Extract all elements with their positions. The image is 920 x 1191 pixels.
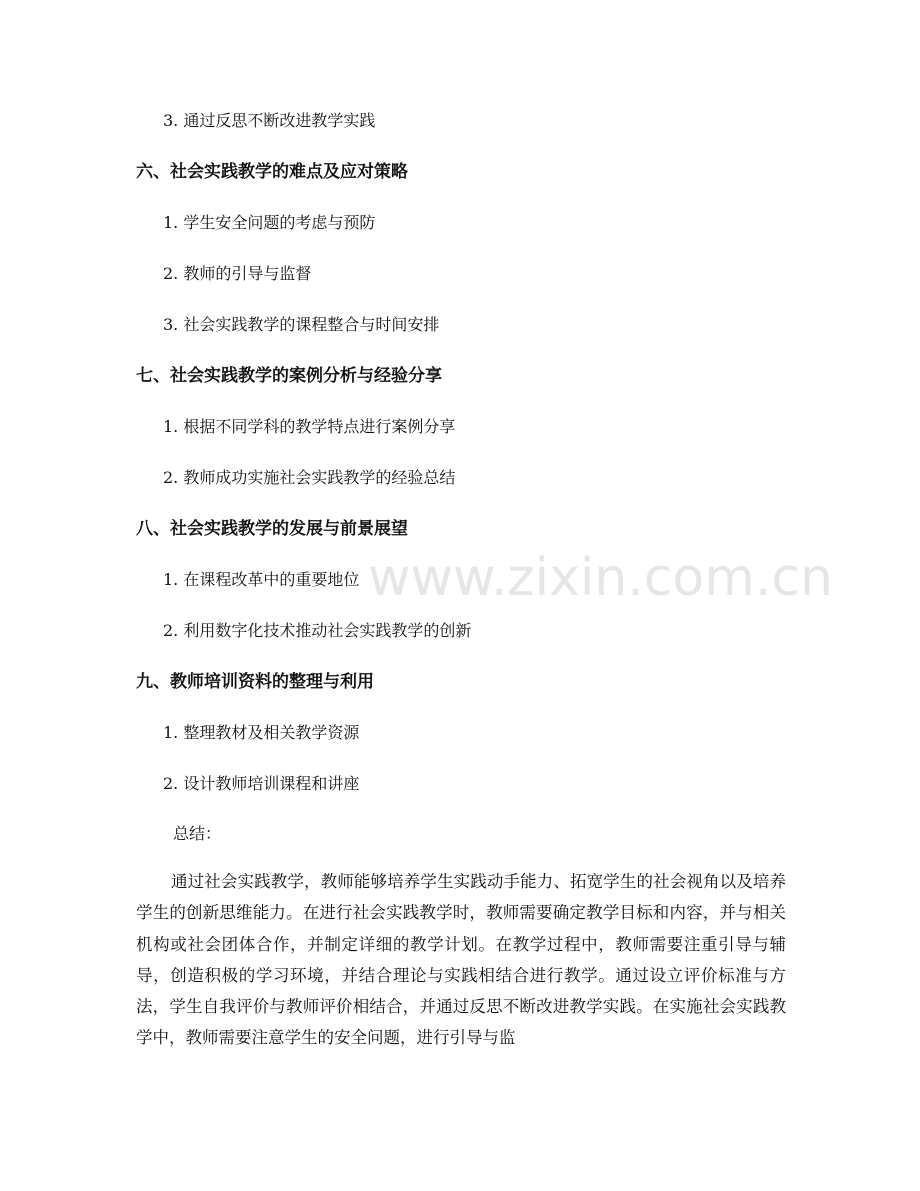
summary-label: 总结： (173, 824, 222, 843)
list-item: 1. 根据不同学科的教学特点进行案例分享 (163, 417, 456, 436)
section-heading-7: 七、社会实践教学的案例分析与经验分享 (136, 366, 442, 386)
list-item: 3. 社会实践教学的课程整合与时间安排 (163, 315, 440, 334)
list-item: 2. 教师成功实施社会实践教学的经验总结 (163, 468, 456, 487)
watermark: www.zixin.com.cn (368, 548, 833, 608)
section-heading-9: 九、教师培训资料的整理与利用 (136, 672, 374, 692)
summary-paragraph: 通过社会实践教学，教师能够培养学生实践动手能力、拓宽学生的社会视角以及培养学生的创新思维能力。在进行社会实践教学时，教师需要确定教学目标和内容，并与相关机构或社会团体合作，并制定详细的教学计划。在教学过程中，教师需要注重引导与辅导，创造积极的学习环境，并结合理论与实践相结合进行教学。通过设立评价标准与方法，学生自我评价与教师评价相结合，并通过反思不断改进教学实践。在实施社会实践教学中，教师需要注意学生的安全问题，进行引导与监 (136, 872, 786, 1048)
list-item: 2. 利用数字化技术推动社会实践教学的创新 (163, 621, 472, 640)
list-item: 1. 学生安全问题的考虑与预防 (163, 213, 376, 232)
list-item: 2. 设计教师培训课程和讲座 (163, 774, 360, 793)
list-item: 1. 在课程改革中的重要地位 (163, 570, 360, 589)
list-item: 3. 通过反思不断改进教学实践 (163, 111, 376, 130)
list-item: 1. 整理教材及相关教学资源 (163, 723, 360, 742)
section-heading-8: 八、社会实践教学的发展与前景展望 (136, 519, 408, 539)
section-heading-6: 六、社会实践教学的难点及应对策略 (136, 162, 408, 182)
list-item: 2. 教师的引导与监督 (163, 264, 312, 283)
